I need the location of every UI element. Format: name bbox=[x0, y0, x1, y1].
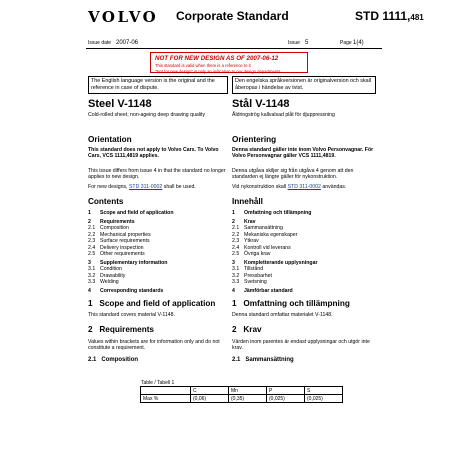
table-header-cell: S bbox=[305, 387, 343, 395]
toc-item-number: 3.1 bbox=[88, 266, 96, 272]
section-1-heading-sv: 1 Omfattning och tillämpning bbox=[232, 299, 350, 308]
toc-item-label: Drawability bbox=[100, 272, 126, 279]
new-design-note-en: For new designs, STD 311-0002 shall be used. bbox=[88, 184, 196, 190]
toc-item-number: 3.3 bbox=[232, 279, 240, 285]
language-note-sv: Den engelska språkversionen är originalversion och skall åberopas i händelse av tvist. bbox=[232, 76, 376, 94]
table-cell: (0,35) bbox=[229, 395, 267, 403]
toc-item-label: Supplementary information bbox=[100, 259, 168, 266]
table-of-contents-sv bbox=[232, 210, 376, 294]
toc-item-number: 2.2 bbox=[88, 231, 96, 238]
orientation-note-sv: Denna standard gäller inte inom Volvo Personvagnar. För Volvo Personvagnar gäller VCS 1111,4819. bbox=[232, 147, 374, 160]
toc-item bbox=[232, 210, 376, 217]
toc-item-label: Jämförbar standard bbox=[244, 287, 293, 294]
toc-item-number: 1 bbox=[232, 210, 235, 216]
toc-item-label: Kontroll vid leverans bbox=[244, 244, 291, 251]
toc-item-number: 2.1 bbox=[88, 225, 96, 231]
issue-number: 5 bbox=[305, 40, 309, 46]
table-header-cell: P bbox=[267, 387, 305, 395]
toc-item-number: 4 bbox=[88, 287, 91, 294]
toc-item-label: Pressbarhet bbox=[244, 272, 272, 279]
not-for-new-design-notice bbox=[150, 52, 308, 73]
table-header-cell: Mn bbox=[229, 387, 267, 395]
contents-heading-sv: Innehåll bbox=[232, 197, 263, 206]
page-label: Page bbox=[340, 40, 352, 46]
toc-item-label: Ytkrav bbox=[244, 238, 259, 244]
issue-date: 2007-06 bbox=[116, 40, 139, 46]
table-cell: (0,025) bbox=[267, 395, 305, 403]
toc-item-number: 2.2 bbox=[232, 231, 240, 238]
orientation-heading-en: Orientation bbox=[88, 135, 132, 144]
toc-item-label: Corresponding standards bbox=[100, 287, 164, 294]
section-2-1-heading-en: 2.1 Composition bbox=[88, 357, 139, 363]
toc-item-label: Svetsning bbox=[244, 279, 267, 285]
orientation-text-en: This issue differs from issue 4 in that the standard no longer applies to new design. bbox=[88, 168, 226, 181]
language-note-en: The English language version is the original and the reference in case of dispute. bbox=[88, 76, 228, 94]
notice-line-2: "Not for new design" is only an indication to our design departments. bbox=[155, 69, 282, 74]
new-design-note-sv: Vid nykonstruktion skall STD 311-0002 användas. bbox=[232, 184, 347, 190]
table-cell: (0,025) bbox=[305, 395, 343, 403]
issue-label: Issue bbox=[288, 40, 300, 46]
orientation-text-sv: Denna utgåva skiljer sig från utgåva 4 genom att den standarden ej längre gäller för nykonstruktion. bbox=[232, 168, 354, 181]
toc-item-label: Scope and field of application bbox=[100, 210, 174, 216]
toc-item-number: 2 bbox=[232, 218, 235, 225]
toc-item-number: 3.3 bbox=[88, 279, 96, 285]
notice-title: NOT FOR NEW DESIGN AS OF 2007-06-12 bbox=[155, 55, 279, 62]
toc-item-label: Welding bbox=[100, 279, 119, 285]
table-header-cell bbox=[141, 387, 191, 395]
table-cell: Max % bbox=[141, 395, 191, 403]
section-2-heading-sv: 2 Krav bbox=[232, 325, 262, 334]
toc-item-label: Omfattning och tillämpning bbox=[244, 210, 312, 216]
toc-item-number: 2 bbox=[88, 218, 91, 225]
toc-item-number: 3 bbox=[88, 259, 91, 266]
toc-item-label: Mekaniska egenskaper bbox=[244, 231, 298, 238]
volvo-logo: VOLVO bbox=[88, 8, 159, 26]
title-en: Steel V-1148 bbox=[88, 98, 152, 110]
table-cell: (0,06) bbox=[191, 395, 229, 403]
toc-item-number: 3.2 bbox=[232, 272, 240, 279]
toc-item-label: Surface requirements bbox=[100, 238, 150, 244]
orientation-note-en: This standard does not apply to Volvo Cars. To Volvo Cars, VCS 1111,4819 applies. bbox=[88, 147, 219, 160]
section-2-1-heading-sv: 2.1 Sammansättning bbox=[232, 357, 294, 363]
toc-item-number: 1 bbox=[88, 210, 91, 216]
toc-item bbox=[232, 251, 376, 258]
section-2-text-sv: Värden inom parentes är endast upplysningar och utgör inte krav. bbox=[232, 339, 370, 352]
table-caption: Table / Tabell 1 bbox=[141, 380, 175, 386]
subtitle-en: Cold-rolled sheet, non-ageing deep drawing quality bbox=[88, 112, 206, 118]
toc-item-number: 2.4 bbox=[232, 244, 240, 251]
toc-item-label: Tillstånd bbox=[244, 266, 264, 272]
standard-number: STD 1111,481 bbox=[355, 9, 424, 23]
page-number: 1(4) bbox=[353, 40, 364, 46]
orientation-heading-sv: Orientering bbox=[232, 135, 277, 144]
section-2-heading-en: 2 Requirements bbox=[88, 325, 154, 334]
issue-date-label: Issue date bbox=[88, 40, 112, 46]
toc-item-label: Condition bbox=[100, 266, 122, 272]
section-2-text-en: Values within brackets are for information only and do not constitute a requirement. bbox=[88, 339, 220, 352]
toc-item-number: 2.1 bbox=[232, 225, 240, 231]
toc-item-number: 2.3 bbox=[232, 238, 240, 244]
toc-item-number: 2.4 bbox=[88, 244, 96, 251]
toc-item-number: 3 bbox=[232, 259, 235, 266]
toc-item-label: Kompletterande upplysningar bbox=[244, 259, 318, 266]
toc-item-label: Krav bbox=[244, 218, 256, 225]
std-311-0002-link-sv[interactable]: STD 311-0002 bbox=[287, 184, 321, 190]
toc-item-label: Mechanical properties bbox=[100, 231, 151, 238]
toc-item-number: 2.3 bbox=[88, 238, 96, 244]
toc-item bbox=[88, 288, 228, 295]
toc-item-label: Sammansättning bbox=[244, 225, 283, 231]
contents-heading-en: Contents bbox=[88, 197, 124, 206]
toc-item-number: 4 bbox=[232, 287, 235, 294]
toc-item-label: Other requirements bbox=[100, 251, 145, 257]
title-sv: Stål V-1148 bbox=[232, 98, 290, 110]
toc-item-number: 3.1 bbox=[232, 266, 240, 272]
section-1-text-en: This standard covers material V-1148. bbox=[88, 312, 175, 318]
toc-item bbox=[88, 251, 228, 258]
table-header-row bbox=[141, 387, 343, 395]
toc-item-label: Composition bbox=[100, 225, 129, 231]
toc-item-number: 2.5 bbox=[232, 251, 240, 257]
toc-item bbox=[88, 210, 228, 217]
header-divider bbox=[86, 48, 382, 49]
toc-item bbox=[232, 288, 376, 295]
document-type: Corporate Standard bbox=[176, 9, 289, 23]
toc-item-number: 3.2 bbox=[88, 272, 96, 279]
notice-line-1: This standard is valid when there is a reference to it bbox=[155, 63, 251, 68]
composition-table bbox=[140, 386, 343, 403]
section-1-text-sv: Denna standard omfattar materialet V-1148. bbox=[232, 312, 333, 318]
toc-item-number: 2.5 bbox=[88, 251, 96, 257]
toc-item bbox=[232, 279, 376, 286]
table-row bbox=[141, 395, 343, 403]
subtitle-sv: Åldringströg kallvalsad plåt för djuppressning bbox=[232, 112, 335, 118]
toc-item-label: Övriga krav bbox=[244, 251, 271, 257]
toc-item bbox=[88, 279, 228, 286]
table-of-contents-en bbox=[88, 210, 228, 294]
table-header-cell: C bbox=[191, 387, 229, 395]
toc-item-label: Delivery inspection bbox=[100, 244, 144, 251]
section-1-heading-en: 1 Scope and field of application bbox=[88, 299, 216, 308]
std-311-0002-link-en[interactable]: STD 311-0002 bbox=[128, 184, 163, 190]
toc-item-label: Requirements bbox=[100, 218, 135, 225]
